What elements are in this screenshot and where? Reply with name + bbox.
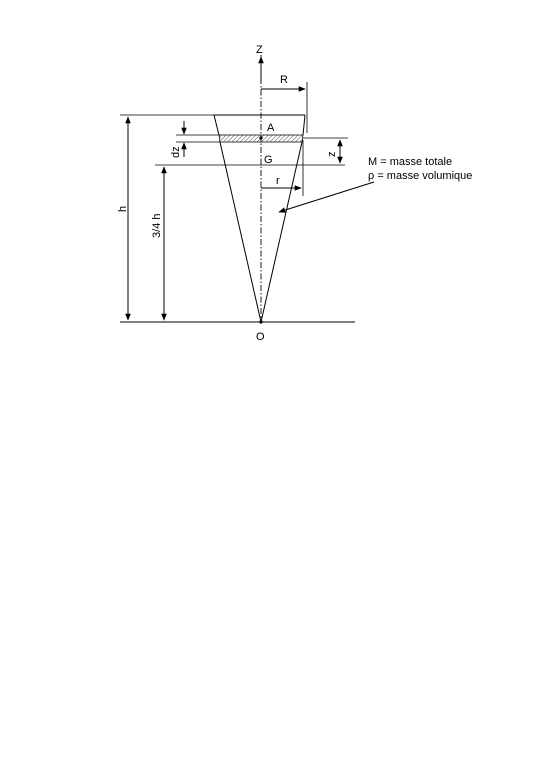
legend-pointer-arrow <box>279 182 374 212</box>
origin-point <box>259 320 262 323</box>
cone-left-side <box>220 142 261 322</box>
r-big-label: R <box>280 74 288 86</box>
z-axis-label: Z <box>256 44 263 56</box>
r-small-label: r <box>276 175 280 187</box>
cone-right-side <box>261 142 302 322</box>
legend-density: ρ = masse volumique <box>368 170 473 182</box>
point-a-label: A <box>267 122 275 134</box>
origin-label: O <box>256 331 265 343</box>
three-quarter-h-label: 3/4 h <box>151 213 163 238</box>
cone-right-top-edge <box>303 115 305 135</box>
z-label: z <box>326 151 338 157</box>
height-h-label: h <box>117 205 129 212</box>
point-g-label: G <box>264 154 273 166</box>
legend-total-mass: M = masse totale <box>368 156 453 168</box>
dz-label: dz <box>170 146 182 158</box>
point-a <box>259 136 262 139</box>
cone-left-top-edge <box>214 115 219 135</box>
